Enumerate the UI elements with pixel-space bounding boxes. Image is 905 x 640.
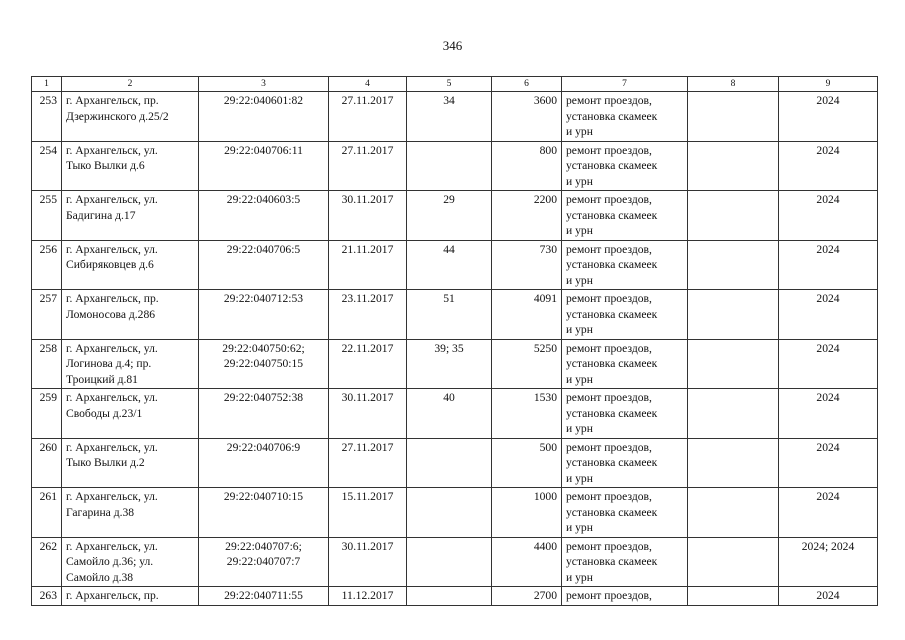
cadastral-number-cell: 29:22:040706:5	[199, 240, 329, 290]
column-5-cell: 39; 35	[407, 339, 492, 389]
column-number: 1	[32, 77, 62, 92]
year-cell: 2024	[779, 92, 878, 142]
works-cell: ремонт проездов, установка скамеек и урн	[562, 339, 688, 389]
column-number: 5	[407, 77, 492, 92]
date-cell: 30.11.2017	[329, 389, 407, 439]
address-cell: г. Архангельск, ул. Тыко Вылки д.2	[62, 438, 199, 488]
cadastral-number-cell: 29:22:040706:11	[199, 141, 329, 191]
table-row	[32, 240, 878, 290]
column-5-cell	[407, 537, 492, 587]
date-cell: 22.11.2017	[329, 339, 407, 389]
column-8-cell	[688, 537, 779, 587]
column-8-cell	[688, 290, 779, 340]
cadastral-number-cell: 29:22:040707:6; 29:22:040707:7	[199, 537, 329, 587]
row-number-cell: 255	[32, 191, 62, 241]
register-table	[31, 76, 878, 606]
area-cell: 800	[492, 141, 562, 191]
date-cell: 27.11.2017	[329, 438, 407, 488]
table-row	[32, 537, 878, 587]
column-5-cell	[407, 438, 492, 488]
date-cell: 30.11.2017	[329, 191, 407, 241]
address-cell: г. Архангельск, ул. Самойло д.36; ул. Самойло д.38	[62, 537, 199, 587]
date-cell: 21.11.2017	[329, 240, 407, 290]
row-number-cell: 254	[32, 141, 62, 191]
table-row	[32, 488, 878, 538]
area-cell: 730	[492, 240, 562, 290]
row-number-cell: 263	[32, 587, 62, 606]
cadastral-number-cell: 29:22:040752:38	[199, 389, 329, 439]
year-cell: 2024	[779, 339, 878, 389]
works-cell: ремонт проездов, установка скамеек и урн	[562, 191, 688, 241]
column-8-cell	[688, 240, 779, 290]
table-row	[32, 389, 878, 439]
row-number-cell: 260	[32, 438, 62, 488]
address-cell: г. Архангельск, ул. Логинова д.4; пр. Троицкий д.81	[62, 339, 199, 389]
column-5-cell	[407, 488, 492, 538]
column-number: 6	[492, 77, 562, 92]
address-cell: г. Архангельск, ул. Бадигина д.17	[62, 191, 199, 241]
works-cell: ремонт проездов, установка скамеек и урн	[562, 240, 688, 290]
works-cell: ремонт проездов,	[562, 587, 688, 606]
column-5-cell: 44	[407, 240, 492, 290]
table-row	[32, 141, 878, 191]
table-row	[32, 339, 878, 389]
cadastral-number-cell: 29:22:040603:5	[199, 191, 329, 241]
row-number-cell: 261	[32, 488, 62, 538]
area-cell: 4400	[492, 537, 562, 587]
column-number: 4	[329, 77, 407, 92]
column-number: 8	[688, 77, 779, 92]
row-number-cell: 259	[32, 389, 62, 439]
area-cell: 5250	[492, 339, 562, 389]
address-cell: г. Архангельск, ул. Сибиряковцев д.6	[62, 240, 199, 290]
date-cell: 23.11.2017	[329, 290, 407, 340]
column-8-cell	[688, 488, 779, 538]
date-cell: 27.11.2017	[329, 141, 407, 191]
area-cell: 2200	[492, 191, 562, 241]
column-8-cell	[688, 92, 779, 142]
works-cell: ремонт проездов, установка скамеек и урн	[562, 92, 688, 142]
column-number-row	[32, 77, 878, 92]
column-number: 9	[779, 77, 878, 92]
column-8-cell	[688, 339, 779, 389]
column-8-cell	[688, 191, 779, 241]
row-number-cell: 256	[32, 240, 62, 290]
date-cell: 15.11.2017	[329, 488, 407, 538]
address-cell: г. Архангельск, пр.	[62, 587, 199, 606]
column-8-cell	[688, 587, 779, 606]
date-cell: 27.11.2017	[329, 92, 407, 142]
column-number: 7	[562, 77, 688, 92]
row-number-cell: 258	[32, 339, 62, 389]
table-row	[32, 587, 878, 606]
area-cell: 4091	[492, 290, 562, 340]
row-number-cell: 257	[32, 290, 62, 340]
cadastral-number-cell: 29:22:040710:15	[199, 488, 329, 538]
column-5-cell	[407, 141, 492, 191]
date-cell: 30.11.2017	[329, 537, 407, 587]
year-cell: 2024	[779, 290, 878, 340]
works-cell: ремонт проездов, установка скамеек и урн	[562, 537, 688, 587]
year-cell: 2024; 2024	[779, 537, 878, 587]
cadastral-number-cell: 29:22:040711:55	[199, 587, 329, 606]
cadastral-number-cell: 29:22:040706:9	[199, 438, 329, 488]
column-5-cell	[407, 587, 492, 606]
page-number: 346	[442, 38, 463, 53]
column-8-cell	[688, 438, 779, 488]
works-cell: ремонт проездов, установка скамеек и урн	[562, 389, 688, 439]
column-5-cell: 29	[407, 191, 492, 241]
address-cell: г. Архангельск, пр. Дзержинского д.25/2	[62, 92, 199, 142]
works-cell: ремонт проездов, установка скамеек и урн	[562, 438, 688, 488]
table-row	[32, 290, 878, 340]
cadastral-number-cell: 29:22:040712:53	[199, 290, 329, 340]
area-cell: 1000	[492, 488, 562, 538]
column-5-cell: 34	[407, 92, 492, 142]
row-number-cell: 262	[32, 537, 62, 587]
works-cell: ремонт проездов, установка скамеек и урн	[562, 141, 688, 191]
works-cell: ремонт проездов, установка скамеек и урн	[562, 488, 688, 538]
column-8-cell	[688, 389, 779, 439]
year-cell: 2024	[779, 141, 878, 191]
date-cell: 11.12.2017	[329, 587, 407, 606]
year-cell: 2024	[779, 587, 878, 606]
table-row	[32, 438, 878, 488]
address-cell: г. Архангельск, ул. Гагарина д.38	[62, 488, 199, 538]
works-cell: ремонт проездов, установка скамеек и урн	[562, 290, 688, 340]
area-cell: 500	[492, 438, 562, 488]
column-5-cell: 40	[407, 389, 492, 439]
year-cell: 2024	[779, 389, 878, 439]
cadastral-number-cell: 29:22:040750:62; 29:22:040750:15	[199, 339, 329, 389]
column-number: 3	[199, 77, 329, 92]
address-cell: г. Архангельск, пр. Ломоносова д.286	[62, 290, 199, 340]
column-8-cell	[688, 141, 779, 191]
address-cell: г. Архангельск, ул. Тыко Вылки д.6	[62, 141, 199, 191]
area-cell: 2700	[492, 587, 562, 606]
address-cell: г. Архангельск, ул. Свободы д.23/1	[62, 389, 199, 439]
year-cell: 2024	[779, 191, 878, 241]
row-number-cell: 253	[32, 92, 62, 142]
year-cell: 2024	[779, 438, 878, 488]
cadastral-number-cell: 29:22:040601:82	[199, 92, 329, 142]
column-5-cell: 51	[407, 290, 492, 340]
table-row	[32, 191, 878, 241]
area-cell: 1530	[492, 389, 562, 439]
year-cell: 2024	[779, 488, 878, 538]
column-number: 2	[62, 77, 199, 92]
table-row	[32, 92, 878, 142]
area-cell: 3600	[492, 92, 562, 142]
year-cell: 2024	[779, 240, 878, 290]
